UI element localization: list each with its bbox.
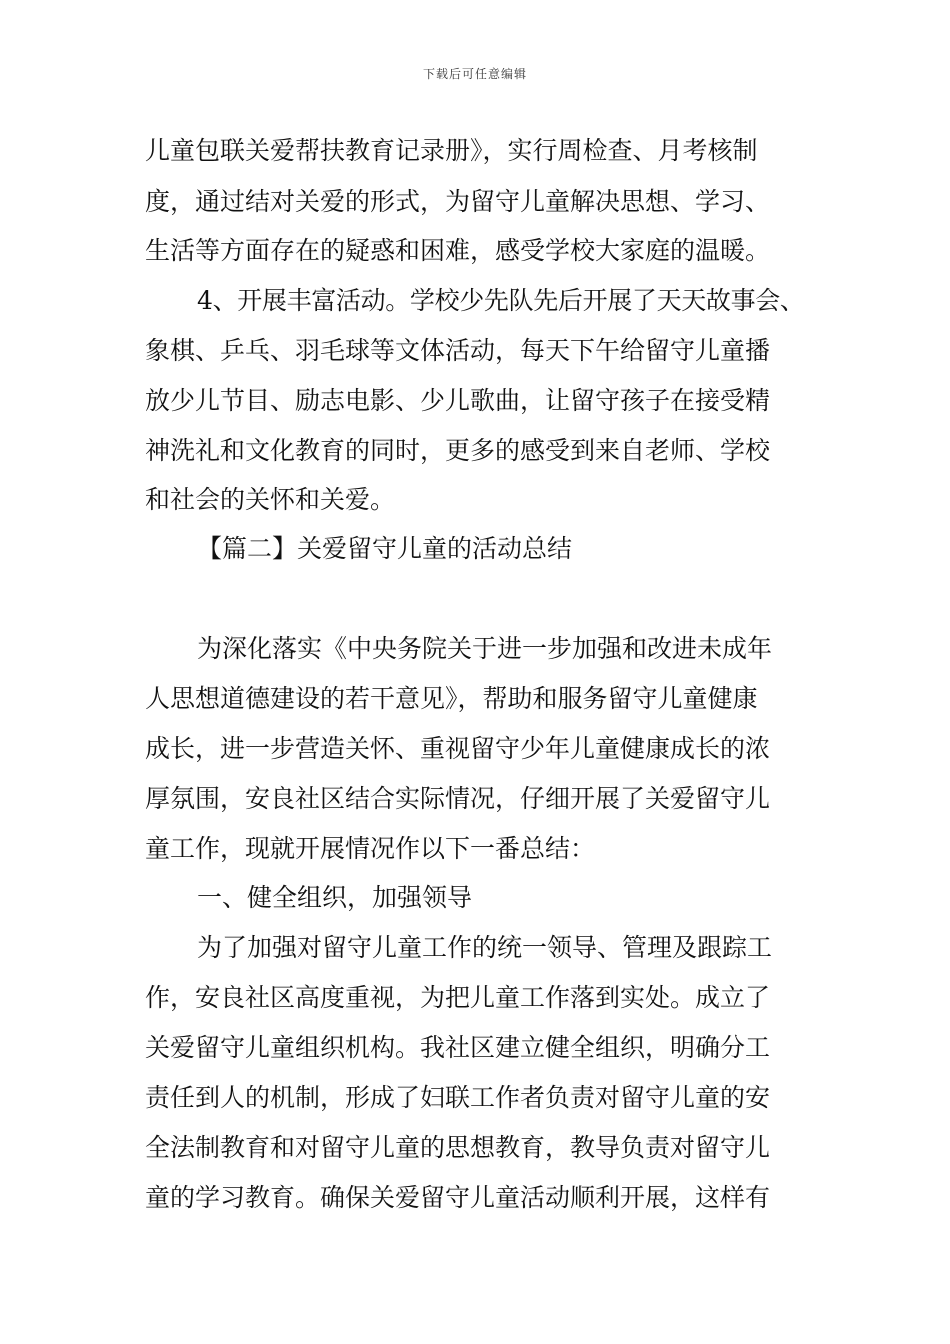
text-line-content: 度，通过结对关爱的形式，为留守儿童解决思想、学习、	[145, 187, 771, 216]
text-line-content: 象棋、乒乓、羽毛球等文体活动，每天下午给留守儿童播	[145, 336, 771, 365]
text-line-content: 童的学习教育。确保关爱留守儿童活动顺利开展，这样有	[145, 1183, 771, 1212]
page-header: 下载后可任意编辑	[422, 67, 527, 81]
text-line-content: 作，安良社区高度重视，为把儿童工作落到实处。成立了	[145, 983, 771, 1012]
text-line-content: 为了加强对留守儿童工作的统一领导、管理及跟踪工	[197, 933, 773, 962]
text-line-content: 为深化落实《中央务院关于进一步加强和改进未成年	[197, 634, 773, 663]
text-line-content: 和社会的关怀和关爱。	[145, 485, 396, 514]
text-line-content: 4、开展丰富活动。学校少先队先后开展了天天故事会、	[197, 286, 805, 315]
text-line-content: 责任到人的机制，形成了妇联工作者负责对留守儿童的安	[145, 1083, 771, 1112]
text-line-content: 生活等方面存在的疑惑和困难，感受学校大家庭的温暖。	[145, 236, 771, 265]
text-line-content: 人思想道德建设的若干意见》，帮助和服务留守儿童健康	[145, 684, 758, 713]
text-line-content: 关爱留守儿童组织机构。我社区建立健全组织，明确分工	[145, 1033, 771, 1062]
subsection-heading-text: 一、健全组织，加强领导	[197, 883, 473, 912]
text-line-content: 童工作，现就开展情况作以下一番总结：	[145, 834, 596, 863]
text-line-content: 成长，进一步营造关怀、重视留守少年儿童健康成长的浓	[145, 734, 771, 763]
text-line-content: 放少儿节目、励志电影、少儿歌曲，让留守孩子在接受精	[145, 386, 771, 415]
text-line-content: 全法制教育和对留守儿童的思想教育，教导负责对留守儿	[145, 1133, 771, 1162]
text-line-content: 神洗礼和文化教育的同时，更多的感受到来自老师、学校	[145, 436, 771, 465]
section-heading-text: 【篇二】关爱留守儿童的活动总结	[197, 534, 573, 563]
text-line-content: 厚氛围，安良社区结合实际情况，仔细开展了关爱留守儿	[145, 784, 771, 813]
text-line-content: 儿童包联关爱帮扶教育记录册》，实行周检查、月考核制	[145, 136, 758, 165]
